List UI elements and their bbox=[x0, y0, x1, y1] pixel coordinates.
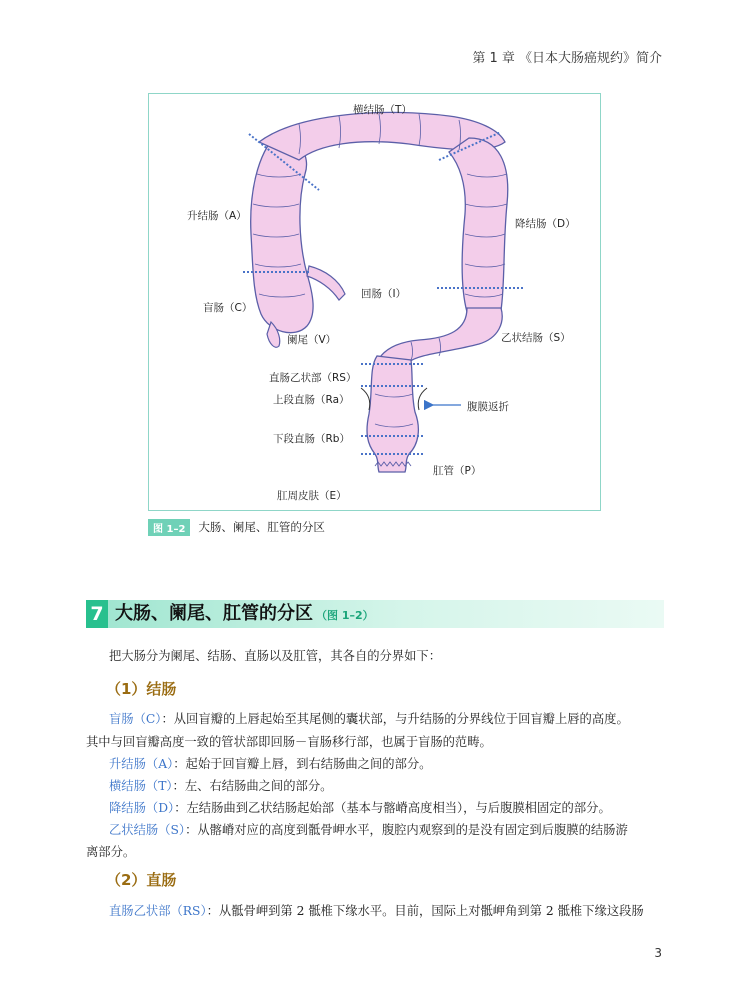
sigmoid-colon-definition-line1 bbox=[109, 819, 628, 841]
colon-diagram-figure bbox=[148, 93, 601, 511]
label-ileum: 回肠（I） bbox=[361, 288, 407, 300]
term-sigmoid-colon: 乙状结肠（S） bbox=[109, 823, 186, 837]
label-peritoneal-reflection: 腹膜返折 bbox=[467, 401, 509, 413]
term-rectosigmoid: 直肠乙状部（RS） bbox=[109, 904, 207, 918]
term-ascending-colon: 升结肠（A） bbox=[109, 757, 174, 771]
rectosigmoid-definition bbox=[109, 900, 644, 922]
label-appendix: 阑尾（V） bbox=[287, 334, 337, 346]
figure-caption bbox=[148, 518, 325, 536]
transverse-colon-definition bbox=[109, 775, 332, 797]
section-title bbox=[115, 600, 374, 630]
term-transverse-colon: 横结肠（T） bbox=[109, 779, 173, 793]
ascending-colon bbox=[251, 134, 313, 333]
ascending-colon-definition bbox=[109, 753, 431, 775]
section-heading-bar bbox=[86, 600, 664, 628]
page-number: 3 bbox=[654, 946, 662, 960]
section-title-text: 大肠、阑尾、肛管的分区 bbox=[115, 603, 313, 624]
term-cecum: 盲肠（C） bbox=[109, 712, 162, 726]
section-figure-ref: （图 1–2） bbox=[316, 609, 374, 622]
peritoneal-reflection-right bbox=[418, 388, 427, 410]
figure-caption-tag: 图 1–2 bbox=[148, 519, 190, 536]
rectosigmoid-text: ：从骶骨岬到第 2 骶椎下缘水平。目前，国际上对骶岬角到第 2 骶椎下缘这段肠 bbox=[206, 904, 644, 918]
intro-paragraph: 把大肠分为阑尾、结肠、直肠以及肛管，其各自的分界如下： bbox=[109, 649, 442, 663]
sigmoid-colon-text1: ：从髂嵴对应的高度到骶骨岬水平，腹腔内观察到的是没有固定到后腹膜的结肠游 bbox=[185, 823, 628, 837]
sigmoid-colon-definition-line2: 离部分。 bbox=[86, 845, 136, 859]
label-upper-rectum: 上段直肠（Ra） bbox=[273, 394, 350, 406]
label-anal-canal: 肛管（P） bbox=[433, 465, 482, 477]
section-number: 7 bbox=[86, 600, 108, 628]
label-lower-rectum: 下段直肠（Rb） bbox=[273, 433, 350, 445]
cecum-definition-line1 bbox=[109, 708, 629, 730]
cecum-definition-line2: 其中与回盲瓣高度一致的管状部即回肠－盲肠移行部，也属于盲肠的范畴。 bbox=[86, 735, 492, 749]
ascending-colon-text: ：起始于回盲瓣上唇，到右结肠曲之间的部分。 bbox=[173, 757, 432, 771]
label-sigmoid-colon: 乙状结肠（S） bbox=[501, 332, 571, 344]
label-descending-colon: 降结肠（D） bbox=[515, 218, 576, 230]
term-descending-colon: 降结肠（D） bbox=[109, 801, 175, 815]
label-rectosigmoid: 直肠乙状部（RS） bbox=[269, 372, 357, 384]
figure-caption-text: 大肠、阑尾、肛管的分区 bbox=[198, 520, 325, 534]
cecum-definition-text1: ：从回盲瓣的上唇起始至其尾侧的囊状部，与升结肠的分界线位于回盲瓣上唇的高度。 bbox=[161, 712, 629, 726]
peritoneal-reflection-left bbox=[361, 388, 370, 410]
descending-colon-definition bbox=[109, 797, 611, 819]
label-cecum: 盲肠（C） bbox=[203, 302, 253, 314]
subheading-rectum: （2）直肠 bbox=[106, 871, 177, 889]
label-transverse-colon: 横结肠（T） bbox=[353, 104, 412, 116]
label-ascending-colon: 升结肠（A） bbox=[187, 210, 247, 222]
subheading-colon: （1）结肠 bbox=[106, 680, 177, 698]
descending-colon-text: ：左结肠曲到乙状结肠起始部（基本与髂嵴高度相当），与后腹膜相固定的部分。 bbox=[174, 801, 611, 815]
running-header: 第 1 章 《日本大肠癌规约》简介 bbox=[472, 51, 662, 66]
transverse-colon-text: ：左、右结肠曲之间的部分。 bbox=[172, 779, 333, 793]
label-perianal-skin: 肛周皮肤（E） bbox=[277, 490, 347, 502]
